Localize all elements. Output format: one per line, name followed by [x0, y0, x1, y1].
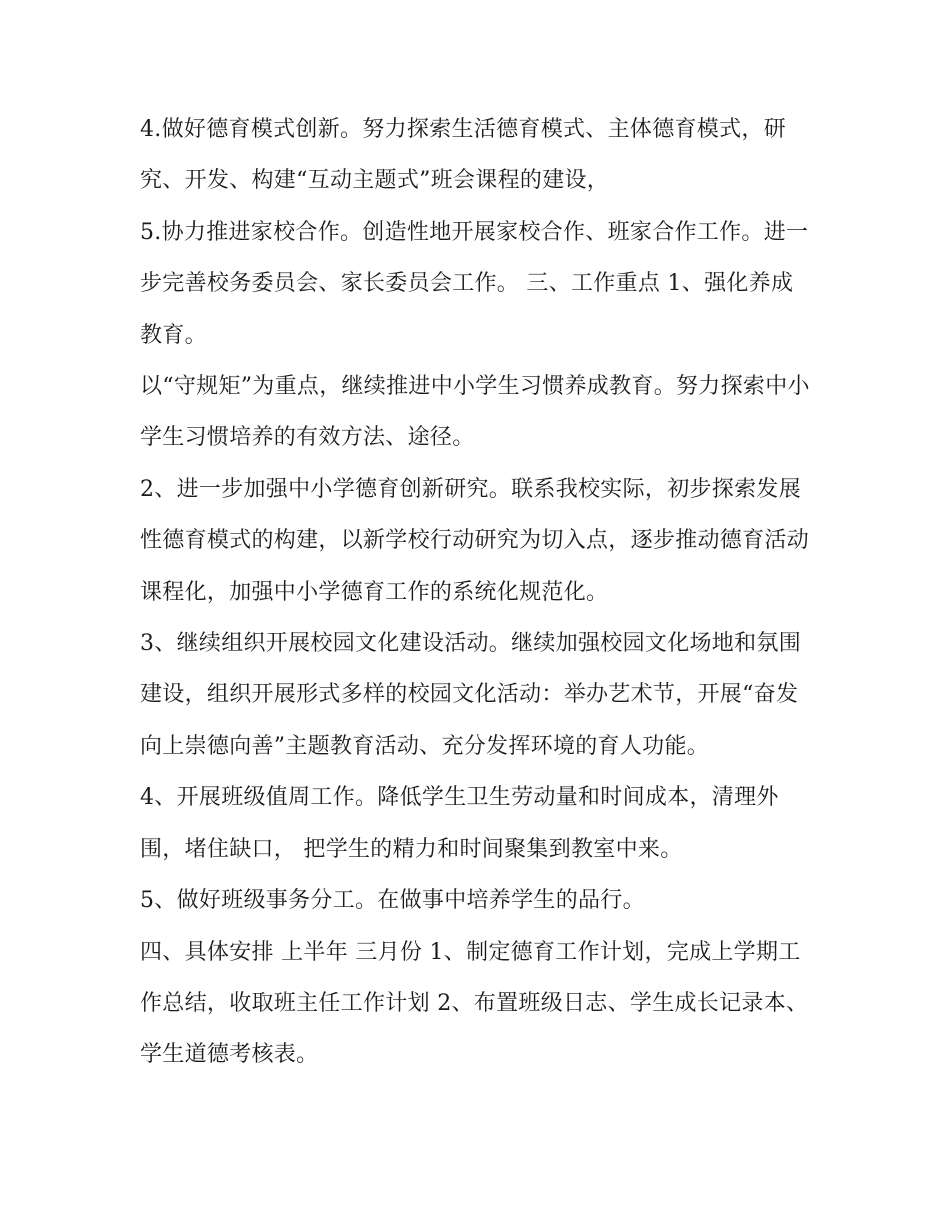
paragraph-class-task-division: 5、做好班级事务分工。在做事中培养学生的品行。 [140, 888, 645, 914]
paragraph-moral-education-innovation: 4.做好德育模式创新。努力探索生活德育模式、主体德育模式，研究、开发、构建“互动主题式”班会课程的建设， [140, 117, 786, 194]
paragraph-home-school-cooperation: 5.协力推进家校合作。创造性地开展家校合作、班家合作工作。进一步完善校务委员会、家长委员会工作。 三、工作重点 1、强化养成教育。 [140, 219, 809, 348]
paragraph-habit-formation: 以“守规矩”为重点，继续推进中小学生习惯养成教育。努力探索中小学生习惯培养的有效方法、途径。 [140, 374, 810, 451]
document-body [140, 104, 815, 1081]
paragraph-innovation-research: 2、进一步加强中小学德育创新研究。联系我校实际，初步探索发展性德育模式的构建，以新学校行动研究为切入点，逐步推动德育活动课程化，加强中小学德育工作的系统化规范化。 [140, 476, 810, 605]
paragraph-specific-arrangements: 四、具体安排 上半年 三月份 1、制定德育工作计划，完成上学期工作总结，收取班主任工作计划 2、布置班级日志、学生成长记录本、学生道德考核表。 [140, 939, 809, 1068]
paragraph-campus-culture: 3、继续组织开展校园文化建设活动。继续加强校园文化场地和氛围建设，组织开展形式多样的校园文化活动：举办艺术节，开展“奋发向上崇德向善”主题教育活动、充分发挥环境的育人功能。 [140, 631, 801, 759]
paragraph-class-duty-week: 4、开展班级值周工作。降低学生卫生劳动量和时间成本，清理外围，堵住缺口， 把学生的精力和时间聚集到教室中来。 [140, 785, 779, 862]
